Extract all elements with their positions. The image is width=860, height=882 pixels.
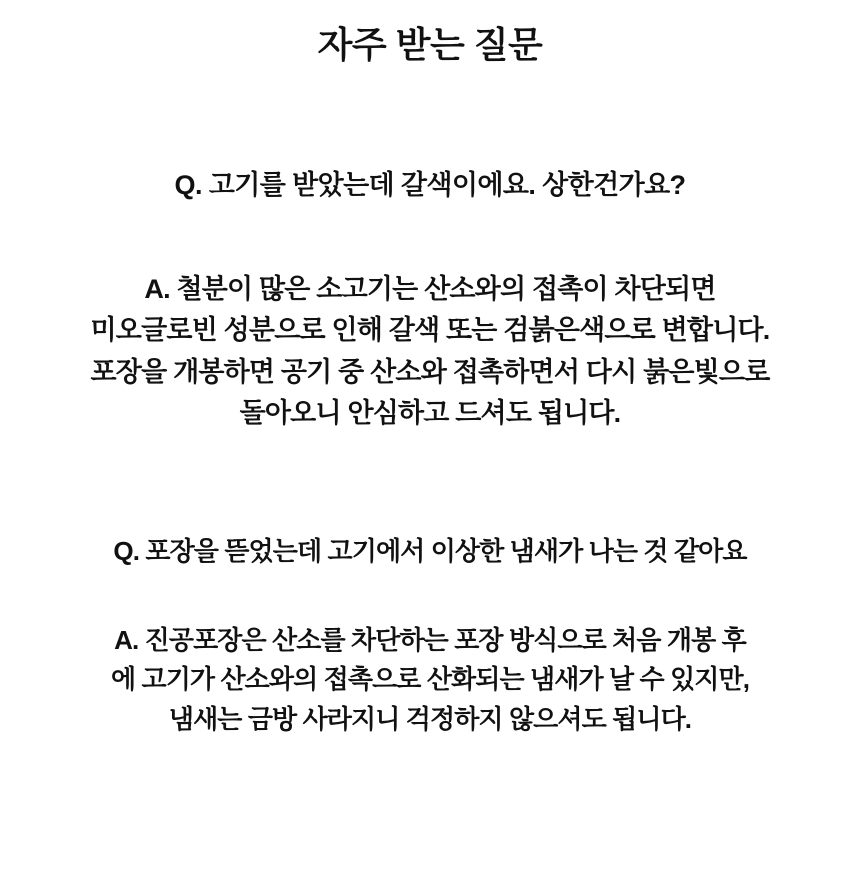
faq-answer-1-line-3: 포장을 개봉하면 공기 중 산소와 접촉하면서 다시 붉은빛으로 bbox=[90, 356, 770, 387]
faq-answer-1-line-2: 미오글로빈 성분으로 인해 갈색 또는 검붉은색으로 변합니다. bbox=[90, 315, 770, 346]
faq-answer-2-line-3: 냄새는 금방 사라지니 걱정하지 않으셔도 됩니다. bbox=[168, 703, 692, 734]
faq-page bbox=[0, 22, 860, 882]
faq-answer-2 bbox=[0, 621, 860, 740]
faq-item-1 bbox=[0, 167, 860, 434]
faq-answer-2-line-2: 에 고기가 산소와의 접촉으로 산화되는 냄새가 날 수 있지만, bbox=[110, 664, 750, 695]
faq-question-1: Q. 고기를 받았는데 갈색이에요. 상한건가요? bbox=[174, 170, 686, 200]
faq-answer-1 bbox=[0, 269, 860, 433]
page-title: 자주 받는 질문 bbox=[317, 24, 543, 65]
faq-question-2: Q. 포장을 뜯었는데 고기에서 이상한 냄새가 나는 것 같아요 bbox=[113, 535, 747, 566]
faq-answer-1-line-1: A. 철분이 많은 소고기는 산소와의 접촉이 차단되면 bbox=[144, 274, 716, 305]
faq-item-2 bbox=[0, 534, 860, 740]
faq-answer-2-line-1: A. 진공포장은 산소를 차단하는 포장 방식으로 처음 개봉 후 bbox=[114, 624, 746, 655]
faq-answer-1-line-4: 돌아오니 안심하고 드셔도 됩니다. bbox=[239, 397, 621, 428]
